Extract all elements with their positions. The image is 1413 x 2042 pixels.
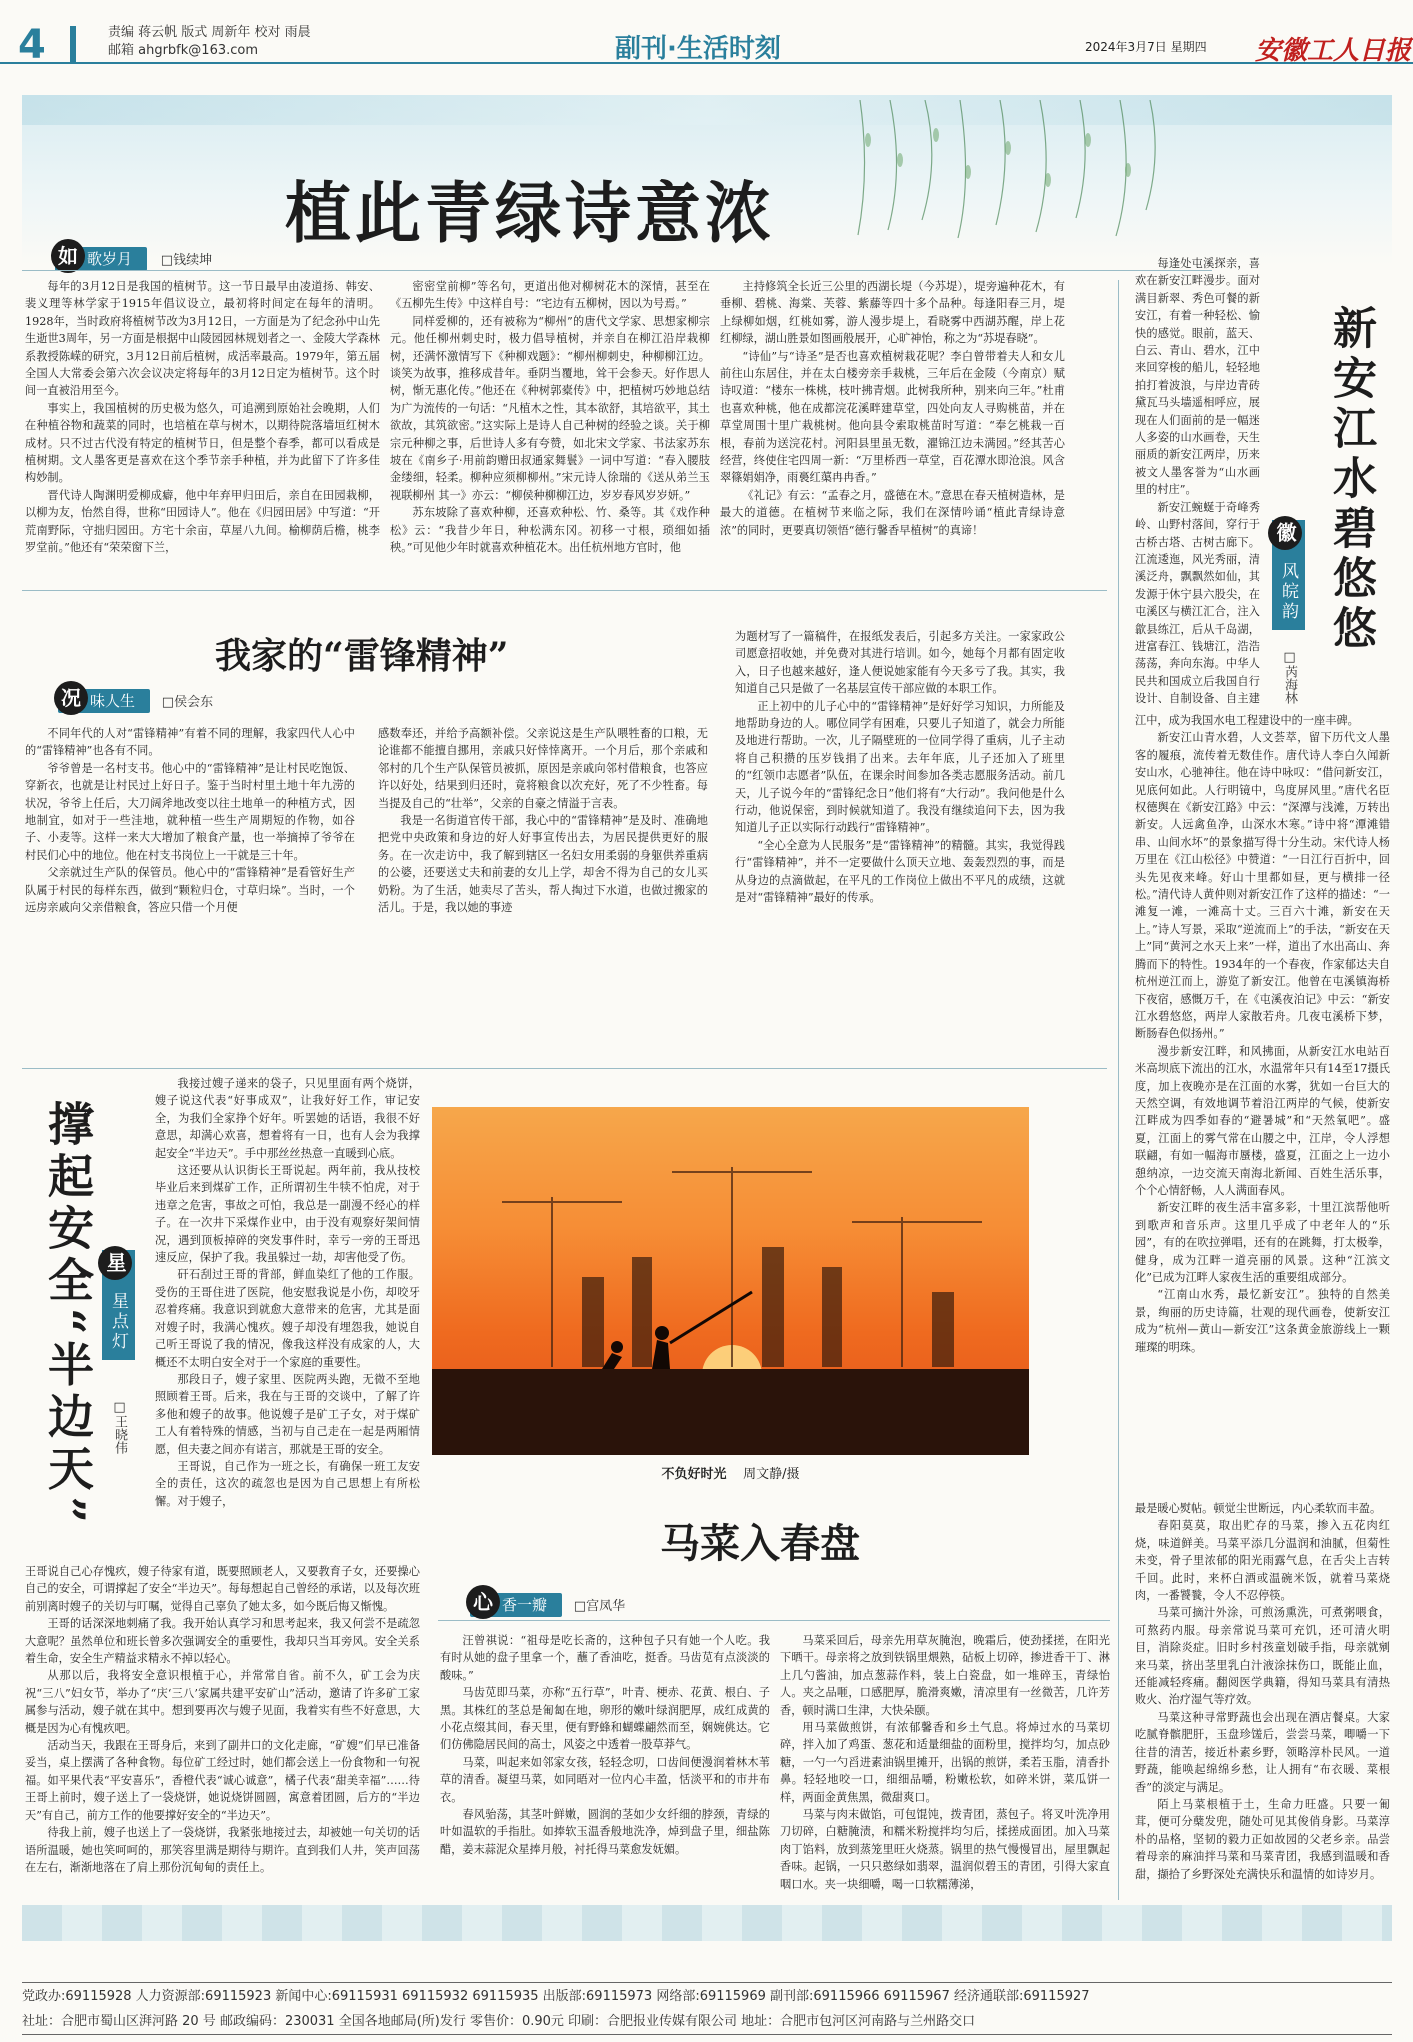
tag-char: 况 [54,681,88,715]
page-number-bar [70,26,76,62]
paragraph: 苏东坡除了喜欢种柳，还喜欢种松、竹、桑等。其《戏作种松》云：“我昔少年日，种松满东冈。初移一寸根，琐细如插秧。”可见他少年时就喜欢种植花木。出任杭州地方官时，他 [390,506,710,555]
paragraph: 新安江蜿蜒于奇峰秀岭、山野村落间，穿行于古桥古塔、古树古廊下。江流逶迤，风光秀丽，清溪泛舟，飘飘然如仙，其发源于休宁县六股尖，在屯溪区与横江汇合，注入歙县练江，后从千岛湖，进富春江、钱塘江，浩浩荡荡，奔向东海。中华人民共和国成立后我国自行设计、自制设备、自主建 [1135,500,1260,706]
paragraph: 王哥说，自己作为一班之长，有确保一班工友安全的责任，这次的疏忽也是因为自己思想上有所松懈。对于嫂子， [155,1459,420,1508]
paragraph: 事实上，我国植树的历史极为悠久，可追溯到原始社会晚期，人们在种植谷物和蔬菜的同时，也培植在草与树木，以期待院落墙垣红树木成材。只不过古代没有特定的植树节日，但是整个春季，都可以看成是植树期。文人墨客更是喜欢在这个季节亲手种植，并为此留下了许多佳构妙制。 [25,401,380,485]
paragraph: 每逢处屯溪探亲，喜欢在新安江畔漫步。面对满目新翠、秀色可餐的新安江，有着一种轻松、愉快的感觉。眼前，蓝天、白云、青山、碧水，江中来回穿梭的船儿，轻轻地拍打着波浪，与岸边青砖黛瓦马头墙遥相呼应，展现在人们面前的是一幅迷人多姿的山水画卷，天生丽质的新安江两岸，历来被文人墨客誉为“山水画里的村庄”。 [1135,257,1260,497]
column-tag-label [102,1250,135,1360]
paragraph: 马齿苋即马菜，亦称“五行草”，叶青、梗赤、花黄、根白、子黑。其株红的茎总是匍匐在地，卵形的嫩叶绿润肥厚，成红成黄的小花点缀其间，春天里，便有野蜂和蝴蝶翩然而至，娴婉佻达。它们仿佛隐居民间的高士，风姿之中透着一股草莽气。 [440,1686,770,1752]
caption-author: 周文静/摄 [743,1467,800,1482]
paragraph: 我接过嫂子递来的袋子，只见里面有两个烧饼，嫂子说这代表“好事成双”，让我好好工作，审记安全，为我们全家挣个好年。听罢她的话语，我很不好意思，却满心欢喜，想着将有一日，也有人会为我撑起安全“半边天”。手中那丝丝热意一直暖到心底。 [155,1077,420,1160]
article-title-2: 新安江水碧悠悠 [1325,305,1376,655]
sunset-construction-photo [432,1107,1029,1455]
caption-title: 不负好时光 [661,1467,727,1482]
tag-text: 味人生 [90,692,136,710]
paragraph: 同样爱柳的，还有被称为“柳州”的唐代文学家、思想家柳宗元。他任柳州刺史时，极力倡导植树，并亲自在柳江沿岸栽柳树，还满怀激情写下《种柳戏题》：“柳州柳刺史，种柳柳江边。谈笑为故事，推移成昔年。垂阴当覆地，耸干会参天。好作思人树，惭无惠化传。”他还在《种树郭橐传》中，把植树巧妙地总结为广为流传的一句话：“凡植木之性，其本欲舒，其培欲平，其土欲故，其筑欲密。”这实际上是诗人自己种树的经验之谈。关于柳宗元种柳之事，后世诗人多有夸赞，如北宋文学家、书法家苏东坡在《南乡子·用前韵赠田叔通家舞鬟》一词中写道：“春入腰肢金缕细，轻柔。柳种应须柳柳州。”宋元诗人徐瑞的《送从弟兰玉视联柳州 其一》亦云：“柳侯种柳柳江边，岁岁春风岁岁妍。” [390,314,710,502]
page-number: 4 [18,22,46,68]
paragraph: 活动当天，我跟在王哥身后，来到了副井口的文化走廊，“矿嫂”们早已准备妥当，桌上摆满了各种食物。每位矿工经过时，她们都会送上一份食物和一句祝福。如平果代表“平安喜乐”，香橙代表“诚心诚意”，橘子代表“甜美幸福”……待王哥上前时，嫂子送上了一袋烧饼，她说烧饼圆圆，寓意着团圆，后方的“半边天”有自己，前方工作的他要撑好安全的“半边天”。 [25,1739,420,1822]
a3-column-3 [735,628,1065,1060]
column-tag-1 [55,244,213,269]
a5-column-2 [780,1632,1110,1897]
paragraph: 新安江畔的夜生活丰富多彩，十里江滨帮他听到歌声和音乐声。这里几乎成了中老年人的“乐园”，有的在吹拉弹唱，还有的在跳舞，打太极拳，健身，成为江畔一道亮丽的风景。这种“江滨文化”已成为江畔人家夜生活的重要组成部分。 [1135,1201,1390,1284]
a5-column-3 [1135,1500,1390,1897]
column-tag-label [55,244,147,271]
paragraph: 马菜采回后，母亲先用草灰腌泡，晚霜后，使劲揉搓，在阳光下晒干。母亲将之放到铁锅里煨熟，砧板上切碎，掺进香干丁、淋上几勺酱油，加点葱蒜作料，装上白瓷盘，如一堆碎玉，青绿怡人。夹之品咂，口感肥厚，脆滑爽嫩，清凉里有一丝微苦，几许芳香，顿时满口生津，大快朵颐。 [780,1634,1110,1717]
footer-phones: 党政办:69115928 人力资源部:69115923 新闻中心:69115931 69115932 69115935 出版部:69115973 网络部:69115969 副刊部:69115966 69115967 经济通联部:69115927 [22,1989,1090,2004]
column-tag-3 [58,686,214,711]
paragraph: 王哥说自己心存愧疚，嫂子待家有道，既要照顾老人，又要教育子女，还要操心自己的安全，可谓撑起了安全“半边天”。每每想起自己曾经的承诺，以及每次班前别离时嫂子的关切与叮嘱，觉得自己辜负了她太多，如今既后悔又惭愧。 [25,1565,420,1613]
a4-column-top [155,1075,420,1560]
paragraph: 马菜可摘汁外涂，可煎汤熏洗，可煮粥喂食，可熬药内服。母亲常说马菜可充饥，还可清火明目，消除炎症。旧时乡村孩童划破手指，母亲就剜来马菜，挤出茎里乳白汁液涂抹伤口，既能止血，还能减轻疼痛。翻阅医学典籍，得知马菜具有清热败火、治疗湿气等疗效。 [1135,1606,1390,1707]
paragraph: 汪曾祺说：“祖母是吃长斋的，这种包子只有她一个人吃。我有时从她的盘子里拿一个，蘸了香油吃，挺香。马齿苋有点淡淡的酸味。” [440,1634,770,1682]
paragraph: 为题材写了一篇稿件，在报纸发表后，引起多方关注。一家家政公司愿意招收她，并免费对其进行培训。如今，她每个月都有固定收入，日子也越来越好，逢人便说她家能有今天多亏了我。其实，我知道自己只是做了一名基层宣传干部应做的本职工作。 [735,630,1065,696]
author-5: □宫凤华 [573,1599,626,1614]
a3-column-1 [25,725,355,1060]
footer-address: 社址：合肥市蜀山区湃河路 20 号 邮政编码：230031 全国各地邮局(所)发行 零售价：0.90元 印刷：合肥报业传媒有限公司 地址：合肥市包河区河南路与兰州路交口 [22,2014,976,2029]
paragraph: 矸石刮过王哥的背部，鲜血染红了他的工作服。受伤的王哥住进了医院，他安慰我说是小伤，却咬牙忍着疼痛。我意识到就愈大意带来的危害，尤其是面对嫂子时，我满心愧疚。嫂子却没有埋怨我，她说自己听王哥说了我的情况，像我这样没有成家的人，大概还不太明白安全对于一个家庭的重要性。 [155,1268,420,1369]
decorative-waves [22,1905,1392,1941]
tag-text: 香一瓣 [502,1596,548,1614]
paragraph: 晋代诗人陶渊明爱柳成癖，他中年弃甲归田后，亲自在田园栽柳，以柳为友，怡然自得，世称“田园诗人”。他在《归园田居》中写道：“开荒南野际，守拙归园田。方宅十余亩，草屋八九间。榆柳荫后檐，桃李罗堂前。”他还有“荣荣窗下兰， [25,488,380,555]
paragraph: 马菜这种寻常野蔬也会出现在酒店餐桌。大家吃腻脊髌肥肝，玉盘珍馐后，尝尝马菜，唧嚼一下往昔的清苦，接近朴素乡野，领略淳朴民风。一道野蔬，能唤起绵绵乡愁，让人拥有“布衣暖、菜根香”的淡定与满足。 [1135,1710,1390,1794]
author-2: □芮海林 [1282,650,1297,704]
column-tag-4 [102,1250,135,1360]
tag-char: 如 [51,239,85,273]
paragraph: 主持修筑全长近三公里的西湖长堤（今苏堤），堤旁遍种花木，有垂柳、碧桃、海棠、芙蓉、紫藤等四十多个品种。每逢阳春三月，堤上绿柳如烟，红桃如雾，游人漫步堤上，看晓雾中西湖苏醒，岸上花红柳绿，湖山胜景如图画般展开，心旷神怡，称之为“苏堤春晓”。 [720,280,1065,346]
paragraph: 爷爷曾是一名村支书。他心中的“雷锋精神”是让村民吃饱饭、穿新衣，也就是让村民过上好日子。鉴于当时村里土地十年九涝的状况，爷爷上任后，大刀阔斧地改变以往土地单一的种植方式，因地制宜，如对于一些洼地，就种植一些生产周期短的作物，如谷子、小麦等。这样一来大大增加了粮食产量，也一举摘掉了爷爷在村民们心中的地位。他在村支书岗位上一干就是三十年。 [25,761,355,862]
paragraph: 马菜，叫起来如邻家女孩，轻轻念叨，口齿间便漫润着林木苇草的清香。凝望马菜，如同晤对一位内心丰盈，恬淡平和的市井布衣。 [440,1755,770,1804]
tag-char: 星 [98,1246,132,1280]
article-title-3: 我家的“雷锋精神” [215,635,509,677]
footer-rule-bottom [22,2034,1392,2035]
paragraph: 不同年代的人对“雷锋精神”有着不同的理解，我家四代人心中的“雷锋精神”也各有不同。 [25,727,355,758]
tag-text: 风皖韵 [1278,562,1298,622]
photo-caption [432,1463,1029,1482]
paragraph: 父亲就过生产队的保管员。他心中的“雷锋精神”是看管好生产队属于村民的每样东西，做到“颗粒归仓，寸草归垛”。当时，一个远房亲戚向父亲借粮食，答应只借一个月便 [25,866,355,915]
paragraph: 春风骀荡，其茎叶鲜嫩，圆润的茎如少女纤细的脖颈，青绿的叶如温软的手指肚。如捧软玉温香般地洗净，焯到盘子里，细盐陈醋，姜末蒜泥众星捧月般，衬托得马菜愈发妩媚。 [440,1808,770,1856]
paragraph: 正上初中的儿子心中的“雷锋精神”是好好学习知识，力所能及地帮助身边的人。哪位同学有困难，只要儿子知道了，就会力所能及地进行帮助。一次，儿子隔壁班的一位同学得了重病，儿子主动将自己积攒的压岁钱捐了出来。去年年底，儿子还加入了班里的“红领巾志愿者”队伍，在课余时间参加各类志愿服务活动。前几天，儿子说今年的“雷锋纪念日”他们将有“大行动”。我问他是什么行动，他说保密，到时候就知道了。我没有继续追问下去，因为我知道儿子正以实际行动践行“雷锋精神”。 [735,699,1065,835]
author-1: □钱续坤 [160,253,213,268]
rule [22,1068,1107,1069]
tag-text: 歌岁月 [87,250,133,268]
tag-text: 星点灯 [108,1292,128,1352]
issue-date: 2024年3月7日 星期四 [1085,40,1207,54]
paragraph: 密密堂前柳”等名句，更道出他对柳树花木的深情，甚至在《五柳先生传》中这样自号：“宅边有五柳树，因以为号焉。” [390,280,710,311]
banner-band [22,95,1392,125]
rule [438,1620,1110,1621]
tag-char: 徽 [1268,516,1302,550]
paragraph: 我是一名街道官传干部，我心中的“雷锋精神”是及时、准确地把党中央政策和身边的好人好事宣传出去，为居民提供更好的服务。在一次走访中，我了解到辖区一名妇女用柔弱的身躯供养重病的公婆，还要送丈夫和前妻的女儿上学，却舍不得为自己的女儿买奶粉。为了生活，她卖尽了苦头，帮人掏过下水道，也做过搬家的活儿。于是，我以她的事迹 [378,814,708,915]
section-title: 副刊·生活时刻 [615,34,781,64]
footer [22,1985,1392,2029]
rule [22,270,1212,271]
column-tag-label [1272,520,1305,630]
author-3: □侯会东 [161,695,214,710]
column-tag-2 [1272,520,1305,630]
article-title-4: 撑起安全“半边天” [41,1100,95,1529]
a4-column-bottom [25,1563,420,1898]
paragraph: 《礼记》有云：“孟春之月，盛德在木。”意思在春天植树造林，是最大的道德。在植树节来临之际，我们在深情吟诵“植此青绿诗意浓”的同时，更要真切领悟“德行馨香早植树”的真谛！ [720,488,1065,537]
author-4: □王晓伟 [112,1400,127,1454]
paragraph: 王哥的话深深地刺痛了我。我开始认真学习和思考起来，我又何尝不是疏忽大意呢？虽然单位和班长曾多次强调安全的重要性，我却只当耳旁风。安全关系着生命，安全生产精益求精永不掉以轻心。 [25,1617,420,1666]
paragraph: 每年的3月12日是我国的植树节。这一节日最早由凌道扬、韩安、裴义理等林学家于1915年倡议设立，最初将时间定在每年的清明。1928年，当时政府将植树节改为3月12日，一方面是为了纪念孙中山先生逝世3周年，另一方面是根据中山陵园园林规划者之一、金陵大学森林系教授陈嵘的研究，3月12日前后植树，成活率最高。1979年，第五届全国人大常委会第六次会议决定将每年的3月12日定为植树节。这个时间一直被沿用至今。 [25,280,380,398]
paragraph: 这还要从认识街长王哥说起。两年前，我从技校毕业后来到煤矿工作，正所谓初生牛犊不怕虎，对于违章之危害，事故之可怕，我总是一副漫不经心的样子。在一次井下采煤作业中，由于没有观察好架间情况，遇到顶板掉碎的突发事件时，幸亏一旁的王哥迅速反应，保护了我。我虽躲过一劫，却害他受了伤。 [155,1164,420,1265]
article-title-1: 植此青绿诗意浓 [285,174,775,252]
willow-illustration [840,100,1170,240]
email-line: 邮箱 ahgrbfk@163.com [108,43,259,58]
a1-column-1 [25,278,380,580]
paragraph: 用马菜做煎饼，有浓郁馨香和乡土气息。将焯过水的马菜切碎，拌入加了鸡蛋、葱花和适量细盐的面粉里，搅拌均匀，加点砂糖，一勺一勺舀进素油锅里摊开，出锅的煎饼，柔若玉脂，清香扑鼻。轻轻地咬一口，细细品嚼，粉嫩松软，如碎米饼，菜瓜饼一样，两面金黄焦黑，微甜爽口。 [780,1721,1110,1804]
footer-rule-top [22,1982,1392,1983]
paragraph: 感数奉还，并给予高额补偿。父亲说这是生产队喂牲畜的口粮，无论谁都不能擅自挪用，亲戚只好悻悻离开。一个月后，那个亲戚和邻村的几个生产队保管员被抓，原因是亲戚向邻村借粮食，也答应许以好处，结果到归还时，竟将粮食以次充好，死了不少牲畜。每当提及自己的“壮举”，父亲的自豪之情溢于言表。 [378,727,708,810]
paragraph: 漫步新安江畔，和风拂面，从新安江水电站百米高坝底下流出的江水，水温常年只有14至17摄氏度，加上夜晚亦是在江面的水雾，犹如一台巨大的天然空调，有效地调节着沿江两岸的气候，使新安江畔成为四季如春的“避暑城”和“天然氧吧”。盛夏，江面上的雾气常在山腰之中，江岸，令人浮想联翩，有如一幅海市蜃楼，盛夏，江面之上一边小憩纳凉，一边交流天南海北新闻、百姓生活乐事，个个心情舒畅，人人满面春风。 [1135,1044,1390,1197]
a5-column-1 [440,1632,770,1897]
paragraph: “全心全意为人民服务”是“雷锋精神”的精髓。其实，我觉得践行“雷锋精神”，并不一定要做什么顶天立地、轰轰烈烈的事，而是从身边的点滴做起，在平凡的工作岗位上做出不平凡的成绩，这就是对“雷锋精神”最好的传承。 [735,838,1065,905]
article-title-5: 马菜入春盘 [660,1520,860,1567]
paragraph: “江南山水秀，最忆新安江”。独特的自然美景，绚丽的历史诗篇，壮观的现代画卷，使新安江成为“杭州—黄山—新安江”这条黄金旅游线上一颗璀璨的明珠。 [1135,1288,1390,1354]
rule [22,590,1107,591]
vertical-rule [1118,280,1119,1900]
paragraph: 最是暖心熨帖。顿觉尘世断远，内心柔软而丰盈。 [1135,1502,1382,1515]
column-tag-label [470,1590,562,1617]
a1-column-2 [390,278,710,580]
tag-char: 心 [466,1585,500,1619]
a2-column-bottom [1135,712,1390,1487]
paragraph: “诗仙”与“诗圣”是否也喜欢植树栽花呢？李白曾带着夫人和女儿前往山东居住，并在太白楼旁亲手栽桃，三年后在金陵（今南京）赋诗叹道：“楼东一株桃，枝叶拂青烟。此树我所种，别来向三年。”杜甫也喜欢种桃，他在成都浣花溪畔建草堂，四处向友人寻购桃苗，并在草堂周围十里广栽桃树。他向县令索取桃苗时写道：“奉乞桃栽一百根，春前为送浣花村。河阳县里虽无数，濯锦江边未满园。”经其苦心经营，终使住宅四周一新：“万里桥西一草堂，百花潭水即沧浪。风含翠篠娟娟净，雨裛红蕖冉冉香。” [720,349,1065,485]
a3-column-2 [378,725,708,1060]
paragraph: 马菜与肉末做馅，可包馄饨，拨青团，蒸包子。将叉叶洗净用刀切碎，白糖腌渍，和糯米粉搅拌均匀后，揉搓成面团。加入马菜肉丁馅料，放到蒸笼里旺火烧蒸。锅里的热气慢慢冒出，屋里飘起香味。起锅，一只只憨绿如翡翠，温润似碧玉的青团，引得大家直咽口水。夹一块细嚼，喝一口软糯薄涕， [780,1808,1110,1891]
paragraph: 那段日子，嫂子家里、医院两头跑，无微不至地照顾着王哥。后来，我在与王哥的交谈中，了解了许多他和嫂子的故事。他说嫂子是矿工子女，对于煤矿工人有着特殊的情感，当初与自己走在一起是两厢情愿，但夫妻之间亦有诺言，那就是王哥的安全。 [155,1372,420,1456]
paragraph: 江中，成为我国水电工程建设中的一座丰碑。 [1135,714,1359,727]
column-tag-label [58,686,150,713]
newspaper-logo: 安徽工人日报 [1255,36,1412,66]
paragraph: 春阳莫莫，取出贮存的马菜，掺入五花肉红烧，味道鲜美。马菜平添几分温润和油腻，但菊性未变，骨子里浓郁的阳光雨露气息，在舌尖上吉转千回。此时，来杯白酒或温碗米饭，就着马菜烧肉，一番饕餮，令人不忍停筷。 [1135,1519,1390,1603]
staff-info [108,24,311,60]
staff-line: 责编 蒋云帆 版式 周新年 校对 雨晨 [108,25,311,40]
column-tag-5 [470,1590,626,1615]
a2-column-top [1135,255,1260,710]
a1-column-3 [720,278,1065,580]
paragraph: 从那以后，我将安全意识根植于心，并常常自省。前不久，矿工会为庆祝“三八”妇女节，举办了“庆‘三八’家属共建平安矿山”活动，邀请了许多矿工家属参与活动，嫂子就在其中。想到要再次与嫂子见面，我着实有些不好意思，大概是因为心有愧疚吧。 [25,1669,420,1735]
paragraph: 待我上前，嫂子也送上了一袋烧饼，我紧张地接过去，却被她一句关切的话语所温暖，她也笑呵呵的，那笑容里满是期待与期许。直到我们人井，笑声回荡在左右，渐渐地落在了肩上那份沉甸甸的责任上。 [25,1826,420,1874]
photo-silhouette [432,1107,1029,1455]
paragraph: 新安江山青水碧，人文荟萃，留下历代文人墨客的履痕，流传着无数佳作。唐代诗人李白久闻新安山水，心驰神往。他在诗中咏叹：“借问新安江，见底何如此。人行明镜中，鸟度屏风里。”唐代名臣权德舆在《新安江路》中云：“深潭与浅滩，万转出新安。人远禽鱼净，山深水木寒。”诗中将“潭滩错串、山间水坏”的景象描写得十分生动。宋代诗人杨万里在《江山松径》中赞道：“一日江行百折中，回头先见夜来峰。好山十里都如昼，更与横排一径松。”清代诗人黄仲则对新安江作了这样的描述：“一滩复一滩，一滩高十丈。三百六十滩，新安在天上。”诗人写景，采取“逆流而上”的手法，“新安在天上”同“黄河之水天上来”一样，道出了水出高山、奔腾而下的特性。1934年的一个春夜，作家郁达夫自杭州逆江而上，游览了新安江。他曾在屯溪镇海桥下夜宿，感慨万千，在《屯溪夜泊记》中云：“新安江水碧悠悠，两岸人家散若舟。几夜屯溪桥下梦，断肠春色似扬州。” [1135,731,1390,1041]
paragraph: 陌上马菜根植于土，生命力旺盛。只要一匍茸，便可分蘖发兜，随处可见其俊俏身影。马菜淳朴的品格，坚韧的毅力正如故园的父老乡亲。品尝着母亲的麻油拌马菜和马菜青团，我感到温暖和香甜，撷拾了乡野深处充满快乐和温情的如诗岁月。 [1135,1797,1390,1881]
